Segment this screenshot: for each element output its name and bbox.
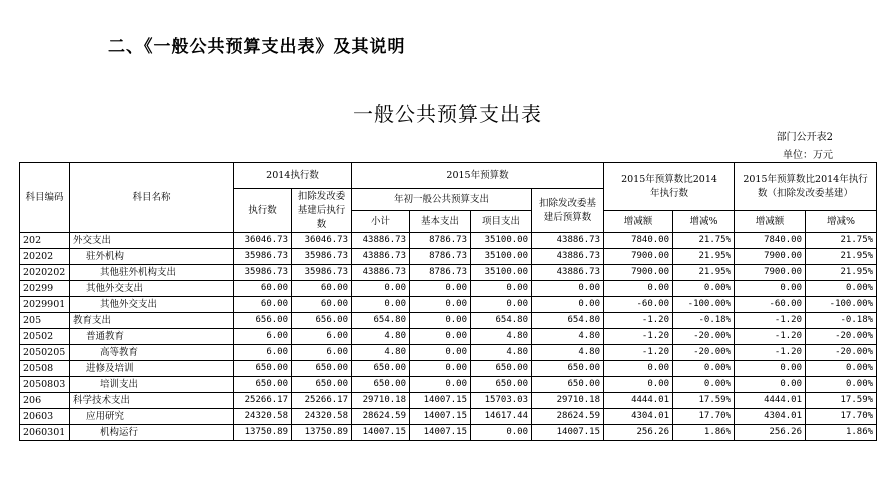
row-value: 0.00 xyxy=(471,425,532,441)
row-name: 普通教育 xyxy=(70,329,234,345)
row-value: 15703.03 xyxy=(471,393,532,409)
header-basic: 基本支出 xyxy=(410,211,471,233)
row-value: 43886.73 xyxy=(352,265,410,281)
row-value: 7900.00 xyxy=(735,265,806,281)
row-value: 6.00 xyxy=(234,345,292,361)
row-value: -60.00 xyxy=(604,297,673,313)
table-row xyxy=(20,297,877,313)
row-value: 14007.15 xyxy=(410,393,471,409)
row-value: 0.00% xyxy=(673,281,735,297)
row-value: -20.00% xyxy=(806,329,877,345)
row-name: 科学技术支出 xyxy=(70,393,234,409)
row-value: 4.80 xyxy=(532,329,604,345)
row-value: 17.70% xyxy=(673,409,735,425)
row-value: 13750.89 xyxy=(234,425,292,441)
row-value: 60.00 xyxy=(234,281,292,297)
budget-expenditure-table xyxy=(19,162,877,441)
row-value: 7840.00 xyxy=(604,233,673,249)
row-value: 6.00 xyxy=(292,345,352,361)
row-code: 205 xyxy=(20,313,70,329)
row-value: 1.86% xyxy=(806,425,877,441)
row-value: 35100.00 xyxy=(471,233,532,249)
row-value: 654.80 xyxy=(352,313,410,329)
table-row xyxy=(20,265,877,281)
row-value: 35100.00 xyxy=(471,249,532,265)
row-value: 17.59% xyxy=(806,393,877,409)
row-value: -1.20 xyxy=(604,345,673,361)
row-value: 8786.73 xyxy=(410,265,471,281)
header-increase: 增减额 xyxy=(604,211,673,233)
row-value: 650.00 xyxy=(292,361,352,377)
row-value: 14007.15 xyxy=(410,425,471,441)
header-percent-ex: 增减% xyxy=(806,211,877,233)
row-value: 656.00 xyxy=(234,313,292,329)
row-value: 0.00 xyxy=(410,329,471,345)
row-value: -0.18% xyxy=(673,313,735,329)
row-value: -1.20 xyxy=(735,329,806,345)
row-value: 4304.01 xyxy=(604,409,673,425)
header-exec: 执行数 xyxy=(234,189,292,233)
row-value: 8786.73 xyxy=(410,233,471,249)
row-value: 0.00 xyxy=(604,377,673,393)
row-value: -20.00% xyxy=(806,345,877,361)
row-value: 28624.59 xyxy=(352,409,410,425)
row-code: 2050803 xyxy=(20,377,70,393)
row-value: 43886.73 xyxy=(532,265,604,281)
table-row xyxy=(20,313,877,329)
form-number: 部门公开表2 xyxy=(776,132,833,143)
table-row xyxy=(20,377,877,393)
header-initial: 年初一般公共预算支出 xyxy=(352,189,532,211)
row-value: 4.80 xyxy=(352,329,410,345)
row-value: 4.80 xyxy=(471,329,532,345)
row-value: 1.86% xyxy=(673,425,735,441)
row-value: 8786.73 xyxy=(410,249,471,265)
row-code: 20603 xyxy=(20,409,70,425)
row-value: 36046.73 xyxy=(234,233,292,249)
table-row xyxy=(20,425,877,441)
row-value: 6.00 xyxy=(234,329,292,345)
row-value: -100.00% xyxy=(806,297,877,313)
row-value: 29710.18 xyxy=(532,393,604,409)
row-value: 650.00 xyxy=(352,377,410,393)
row-value: 0.00% xyxy=(673,377,735,393)
row-value: 0.00% xyxy=(806,281,877,297)
header-compare: 2015年预算数比2014年执行数 xyxy=(604,163,735,211)
row-value: 43886.73 xyxy=(532,249,604,265)
row-value: -0.18% xyxy=(806,313,877,329)
row-value: 29710.18 xyxy=(352,393,410,409)
row-value: 256.26 xyxy=(604,425,673,441)
row-value: 0.00 xyxy=(471,281,532,297)
row-value: 7900.00 xyxy=(604,265,673,281)
row-value: 25266.17 xyxy=(234,393,292,409)
row-value: 35986.73 xyxy=(234,249,292,265)
row-code: 2020202 xyxy=(20,265,70,281)
row-value: 0.00 xyxy=(410,313,471,329)
row-value: 0.00 xyxy=(604,281,673,297)
header-project: 项目支出 xyxy=(471,211,532,233)
row-name: 高等教育 xyxy=(70,345,234,361)
row-code: 20202 xyxy=(20,249,70,265)
row-value: 0.00 xyxy=(735,377,806,393)
row-value: -1.20 xyxy=(604,329,673,345)
row-value: -1.20 xyxy=(735,345,806,361)
row-name: 教育支出 xyxy=(70,313,234,329)
row-value: -20.00% xyxy=(673,329,735,345)
row-value: 21.75% xyxy=(673,233,735,249)
row-value: 650.00 xyxy=(471,377,532,393)
table-row xyxy=(20,329,877,345)
header-subtotal: 小计 xyxy=(352,211,410,233)
table-header xyxy=(20,163,877,233)
row-name: 其他外交支出 xyxy=(70,297,234,313)
row-value: 28624.59 xyxy=(532,409,604,425)
row-value: -20.00% xyxy=(673,345,735,361)
row-value: 35986.73 xyxy=(292,249,352,265)
row-value: 4.80 xyxy=(471,345,532,361)
row-name: 驻外机构 xyxy=(70,249,234,265)
row-value: 35100.00 xyxy=(471,265,532,281)
row-code: 20508 xyxy=(20,361,70,377)
row-value: 60.00 xyxy=(292,281,352,297)
row-value: -60.00 xyxy=(735,297,806,313)
row-value: 650.00 xyxy=(532,377,604,393)
table-row xyxy=(20,409,877,425)
row-value: 0.00 xyxy=(604,361,673,377)
row-name: 外交支出 xyxy=(70,233,234,249)
row-value: 650.00 xyxy=(352,361,410,377)
row-value: 0.00 xyxy=(410,297,471,313)
row-value: 14007.15 xyxy=(532,425,604,441)
row-value: 21.95% xyxy=(673,265,735,281)
row-value: 7840.00 xyxy=(735,233,806,249)
row-code: 20502 xyxy=(20,329,70,345)
row-value: 60.00 xyxy=(234,297,292,313)
row-value: 43886.73 xyxy=(352,233,410,249)
table-row xyxy=(20,393,877,409)
header-2014: 2014执行数 xyxy=(234,163,352,189)
row-value: 0.00 xyxy=(532,297,604,313)
row-code: 20299 xyxy=(20,281,70,297)
row-value: 13750.89 xyxy=(292,425,352,441)
row-value: 14007.15 xyxy=(410,409,471,425)
row-value: 60.00 xyxy=(292,297,352,313)
row-value: 25266.17 xyxy=(292,393,352,409)
row-value: 0.00 xyxy=(410,281,471,297)
row-value: 654.80 xyxy=(532,313,604,329)
row-value: 36046.73 xyxy=(292,233,352,249)
row-code: 2050205 xyxy=(20,345,70,361)
row-value: 35986.73 xyxy=(234,265,292,281)
row-value: 4444.01 xyxy=(604,393,673,409)
row-name: 培训支出 xyxy=(70,377,234,393)
row-value: 650.00 xyxy=(532,361,604,377)
table-row xyxy=(20,233,877,249)
row-value: 0.00% xyxy=(806,377,877,393)
row-value: 256.26 xyxy=(735,425,806,441)
row-value: 656.00 xyxy=(292,313,352,329)
row-value: 650.00 xyxy=(234,377,292,393)
row-value: 4.80 xyxy=(352,345,410,361)
row-value: 0.00 xyxy=(410,377,471,393)
row-value: 21.95% xyxy=(806,265,877,281)
row-name: 进修及培训 xyxy=(70,361,234,377)
row-value: 43886.73 xyxy=(352,249,410,265)
row-value: 21.95% xyxy=(673,249,735,265)
row-value: 0.00 xyxy=(410,345,471,361)
row-value: 21.75% xyxy=(806,233,877,249)
row-value: 24320.58 xyxy=(292,409,352,425)
unit-label: 单位：万元 xyxy=(783,150,833,161)
section-heading: 二、《一般公共预算支出表》及其说明 xyxy=(108,37,406,57)
row-value: 7900.00 xyxy=(604,249,673,265)
row-value: 24320.58 xyxy=(234,409,292,425)
row-value: 0.00 xyxy=(352,281,410,297)
row-value: -100.00% xyxy=(673,297,735,313)
row-value: 4.80 xyxy=(532,345,604,361)
row-name: 其他驻外机构支出 xyxy=(70,265,234,281)
row-value: 4444.01 xyxy=(735,393,806,409)
row-name: 应用研究 xyxy=(70,409,234,425)
row-value: 0.00 xyxy=(352,297,410,313)
row-name: 机构运行 xyxy=(70,425,234,441)
row-value: 0.00 xyxy=(735,361,806,377)
row-value: 35986.73 xyxy=(292,265,352,281)
table-row xyxy=(20,361,877,377)
row-value: 650.00 xyxy=(292,377,352,393)
row-code: 202 xyxy=(20,233,70,249)
header-percent: 增减% xyxy=(673,211,735,233)
row-name: 其他外交支出 xyxy=(70,281,234,297)
row-value: 0.00 xyxy=(532,281,604,297)
header-2015: 2015年预算数 xyxy=(352,163,604,189)
header-exec-ex: 扣除发改委基建后执行数 xyxy=(292,189,352,233)
row-value: 17.59% xyxy=(673,393,735,409)
row-value: 650.00 xyxy=(234,361,292,377)
row-value: -1.20 xyxy=(604,313,673,329)
header-compare-ex: 2015年预算数比2014年执行数（扣除发改委基建） xyxy=(735,163,877,211)
row-code: 2060301 xyxy=(20,425,70,441)
row-code: 2029901 xyxy=(20,297,70,313)
header-name: 科目名称 xyxy=(70,163,234,233)
header-increase-ex: 增减额 xyxy=(735,211,806,233)
table-row xyxy=(20,281,877,297)
row-value: 14617.44 xyxy=(471,409,532,425)
table-row xyxy=(20,345,877,361)
row-value: 21.95% xyxy=(806,249,877,265)
row-value: 654.80 xyxy=(471,313,532,329)
row-value: 0.00% xyxy=(806,361,877,377)
row-value: 0.00 xyxy=(471,297,532,313)
table-body xyxy=(20,233,877,441)
row-value: 0.00 xyxy=(410,361,471,377)
header-budget-ex: 扣除发改委基建后预算数 xyxy=(532,189,604,233)
row-value: 4304.01 xyxy=(735,409,806,425)
row-code: 206 xyxy=(20,393,70,409)
row-value: 14007.15 xyxy=(352,425,410,441)
page-title: 一般公共预算支出表 xyxy=(353,102,542,126)
header-code: 科目编码 xyxy=(20,163,70,233)
row-value: -1.20 xyxy=(735,313,806,329)
row-value: 43886.73 xyxy=(532,233,604,249)
row-value: 0.00% xyxy=(673,361,735,377)
row-value: 650.00 xyxy=(471,361,532,377)
row-value: 0.00 xyxy=(735,281,806,297)
table-row xyxy=(20,249,877,265)
row-value: 7900.00 xyxy=(735,249,806,265)
row-value: 6.00 xyxy=(292,329,352,345)
row-value: 17.70% xyxy=(806,409,877,425)
